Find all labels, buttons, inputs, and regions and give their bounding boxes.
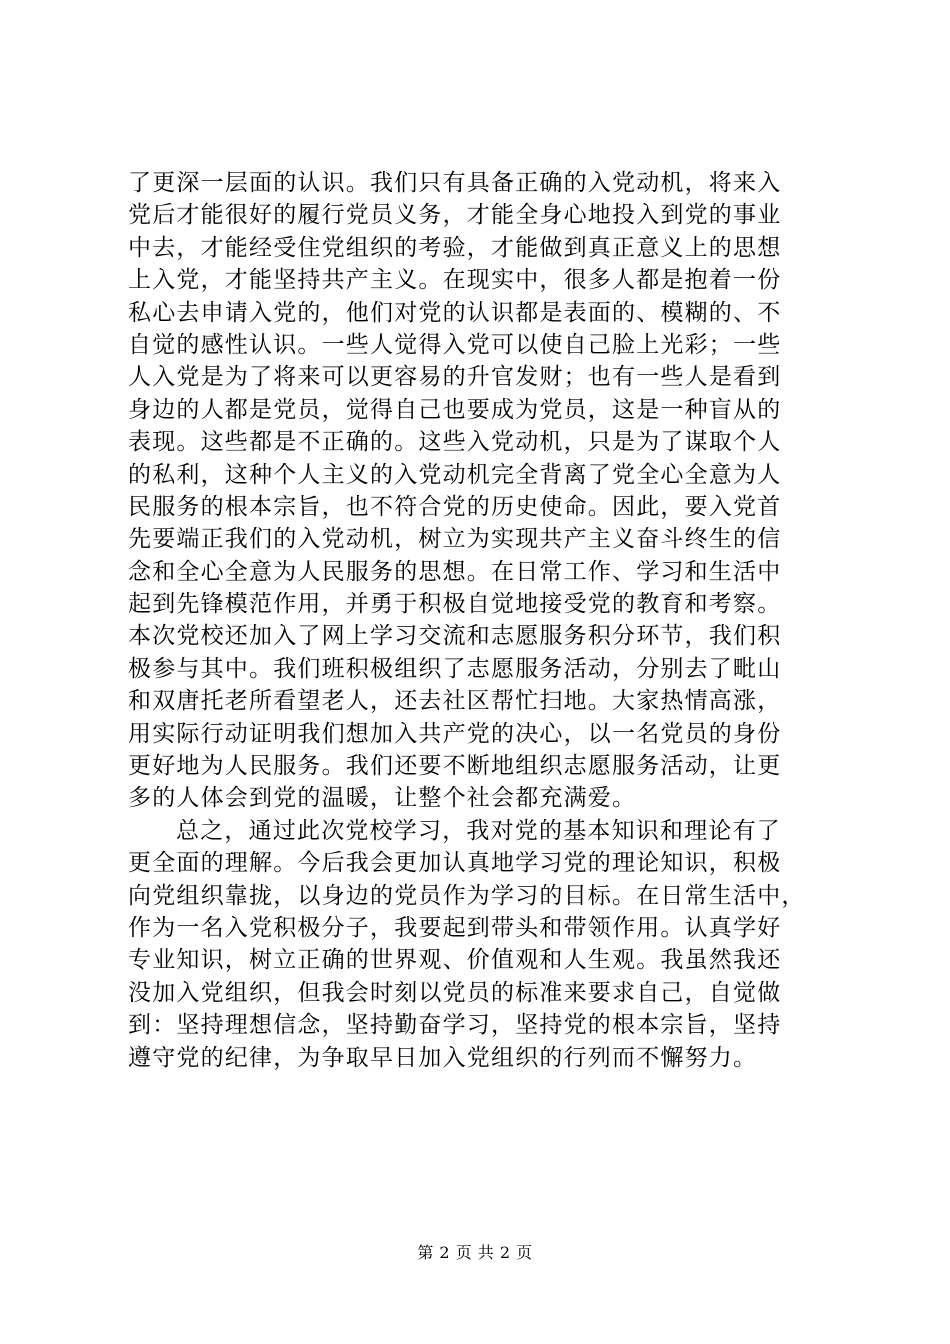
text-line: 的私利，这种个人主义的入党动机完全背离了党全心全意为人 <box>128 461 782 488</box>
text-line: 了更深一层面的认识。我们只有具备正确的入党动机，将来入 <box>128 170 782 196</box>
text-line: 自觉的感性认识。一些人觉得入党可以使自己脸上光彩；一些 <box>128 331 782 358</box>
document-body <box>128 167 844 1074</box>
text-line: 专业知识，树立正确的世界观、价值观和人生观。我虽然我还 <box>128 947 782 974</box>
text-line: 上入党，才能坚持共产主义。在现实中，很多人都是抱着一份 <box>128 267 782 294</box>
text-line: 民服务的根本宗旨，也不符合党的历史使命。因此，要入党首 <box>128 493 782 520</box>
text-line: 作为一名入党积极分子，我要起到带头和带领作用。认真学好 <box>128 914 782 941</box>
text-line: 起到先锋模范作用，并勇于积极自觉地接受党的教育和考察。 <box>128 591 782 618</box>
text-line: 念和全心全意为人民服务的思想。在日常工作、学习和生活中 <box>128 558 782 585</box>
text-line: 先要端正我们的入党动机，树立为实现共产主义奋斗终生的信 <box>128 526 782 553</box>
text-line: 私心去申请入党的，他们对党的认识都是表面的、模糊的、不 <box>128 299 782 326</box>
text-line: 总之，通过此次党校学习，我对党的基本知识和理论有了 <box>176 817 781 844</box>
text-line: 遵守党的纪律，为争取早日加入党组织的行列而不懈努力。 <box>128 1044 758 1071</box>
text-line: 表现。这些都是不正确的。这些入党动机，只是为了谋取个人 <box>128 429 782 456</box>
text-line: 更全面的理解。今后我会更加认真地学习党的理论知识，积极 <box>128 850 782 877</box>
text-line: 中去，才能经受住党组织的考验，才能做到真正意义上的思想 <box>128 234 782 261</box>
text-line: 更好地为人民服务。我们还要不断地组织志愿服务活动，让更 <box>128 753 782 780</box>
text-line: 向党组织靠拢，以身边的党员作为学习的目标。在日常生活中， <box>128 882 806 909</box>
text-line: 没加入党组织，但我会时刻以党员的标准来要求自己，自觉做 <box>128 979 782 1006</box>
text-line: 党后才能很好的履行党员义务，才能全身心地投入到党的事业 <box>128 202 782 229</box>
paragraph <box>128 815 844 1074</box>
text-line: 本次党校还加入了网上学习交流和志愿服务积分环节，我们积 <box>128 623 782 650</box>
text-line: 人入党是为了将来可以更容易的升官发财；也有一些人是看到 <box>128 364 782 391</box>
page-footer: 第 2 页 共 2 页 <box>417 1243 533 1262</box>
text-line: 用实际行动证明我们想加入共产党的决心，以一名党员的身份 <box>128 720 782 747</box>
text-line: 身边的人都是党员，觉得自己也要成为党员，这是一种盲从的 <box>128 396 782 423</box>
paragraph <box>128 167 844 815</box>
text-line: 多的人体会到党的温暖，让整个社会都充满爱。 <box>128 785 637 812</box>
text-line: 到：坚持理想信念，坚持勤奋学习，坚持党的根本宗旨，坚持 <box>128 1012 782 1039</box>
text-line: 和双唐托老所看望老人，还去社区帮忙扫地。大家热情高涨， <box>128 688 782 715</box>
text-line: 极参与其中。我们班积极组织了志愿服务活动，分别去了毗山 <box>128 655 782 682</box>
